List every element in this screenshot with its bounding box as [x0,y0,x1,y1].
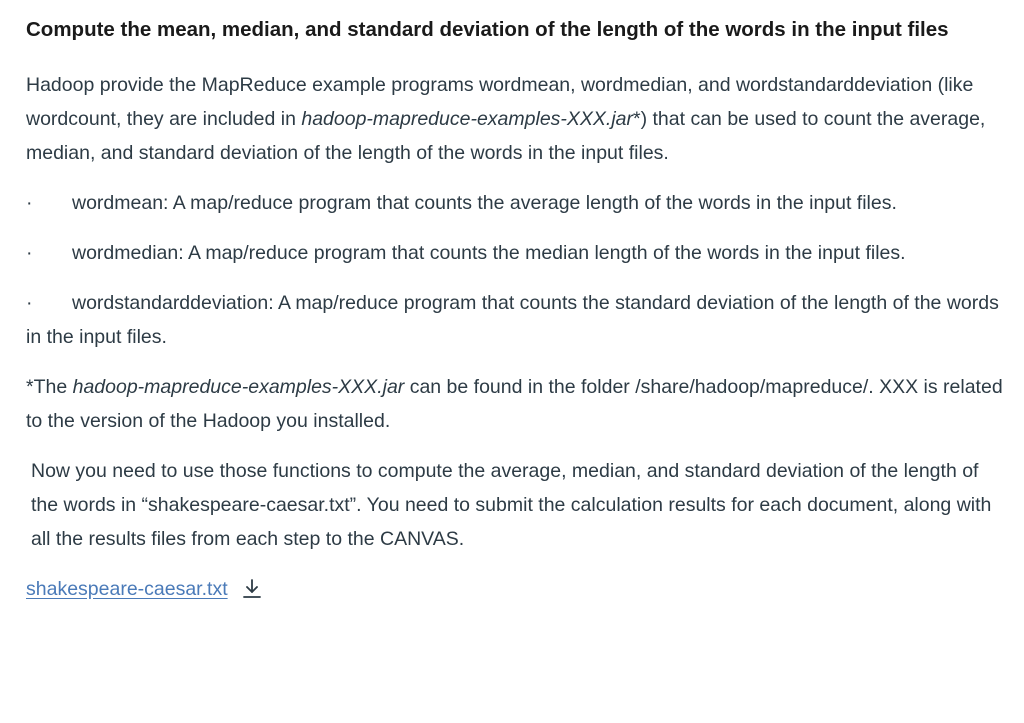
instructions-paragraph: Now you need to use those functions to compute the average, median, and standard deviation of the length of the words in “shakespeare-caesar.txt”. You need to submit the calculation results for each document, along with all the results files from each step to the CANVAS. [31,460,992,550]
bullet-wordstandarddeviation [26,286,1004,354]
footnote-prefix: *The [26,376,73,398]
bullet-text: wordmedian: A map/reduce program that counts the median length of the words in the input files. [72,242,906,264]
bullet-wordmedian [26,236,1004,270]
footnote-paragraph [26,370,1004,438]
bullet-marker: · [26,292,33,314]
footnote-suffix: can be found in the folder /share/hadoop/mapreduce/. XXX is related to the version of the Hadoop you installed. [26,376,1003,432]
bullet-text: wordmean: A map/reduce program that counts the average length of the words in the input files. [72,192,897,214]
bullet-text: wordstandarddeviation: A map/reduce program that counts the standard deviation of the length of the words in the input files. [26,292,999,348]
download-icon[interactable] [240,577,264,601]
intro-text-part1: Hadoop provide the MapReduce example programs wordmean, wordmedian, and wordstandarddeviation (like wordcount, they are included in [26,74,974,130]
bullet-marker: · [26,192,33,214]
attachment-file-link[interactable]: shakespeare-caesar.txt [26,578,228,600]
attachment-row [26,572,1004,606]
bullet-wordmean [26,186,1004,220]
intro-text-part2: *) that can be used to count the average, median, and standard deviation of the length of the words in the input files. [26,108,986,164]
footnote-jar-name: hadoop-mapreduce-examples-XXX.jar [72,376,405,398]
assignment-title: Compute the mean, median, and standard deviation of the length of the words in the input files [26,18,949,41]
bullet-marker: · [26,242,33,264]
intro-jar-name: hadoop-mapreduce-examples-XXX.jar [301,108,634,130]
intro-paragraph [26,68,1004,170]
